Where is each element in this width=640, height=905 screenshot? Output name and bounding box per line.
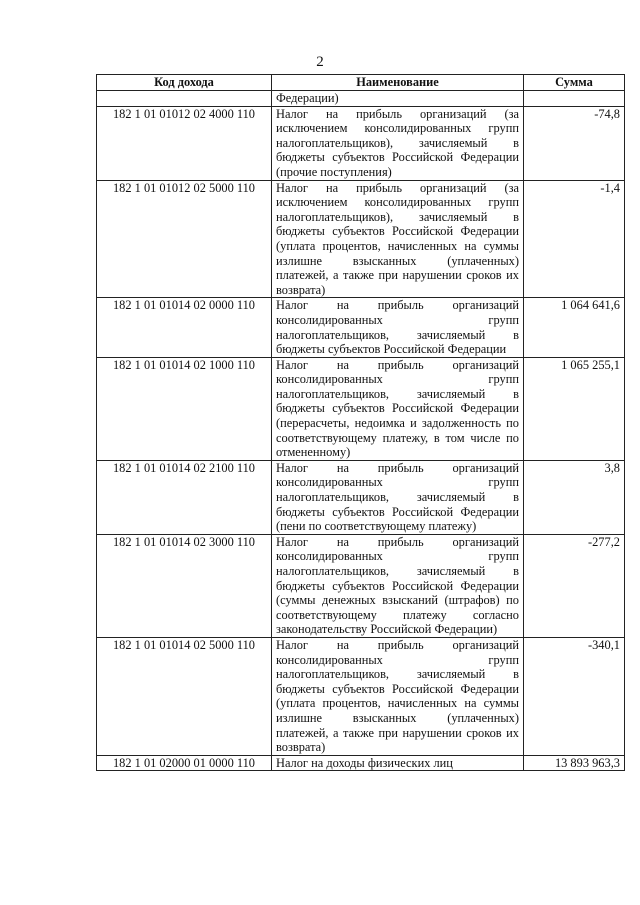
header-code: Код дохода [97,75,272,91]
cell-sum: -340,1 [524,637,625,755]
cell-code: 182 1 01 01012 02 5000 110 [97,180,272,298]
page-number: 2 [316,54,324,70]
cell-sum [524,91,625,107]
cell-name: Федерации) [272,91,524,107]
table-row [97,460,625,534]
table-row [97,180,625,298]
cell-name: Налог на прибыль организаций консолидированных групп налогоплательщиков, зачисляемый в бюджеты субъектов Российской Федерации (уплата процентов, начисленных на суммы излишне взысканных (уплаченных) платежей, а также при нарушении сроков их возврата) [272,637,524,755]
table-row [97,755,625,771]
table-row [97,298,625,357]
cell-code: 182 1 01 01014 02 3000 110 [97,534,272,637]
cell-name: Налог на прибыль организаций (за исключением консолидированных групп налогоплательщиков), зачисляемый в бюджеты субъектов Российской Федерации (прочие поступления) [272,106,524,180]
header-sum: Сумма [524,75,625,91]
cell-name: Налог на прибыль организаций консолидированных групп налогоплательщиков, зачисляемый в бюджеты субъектов Российской Федерации (перерасчеты, недоимка и задолженность по соответствующему платежу, в том числе по отмененному) [272,357,524,460]
cell-code: 182 1 01 02000 01 0000 110 [97,755,272,771]
cell-code [97,91,272,107]
cell-name: Налог на прибыль организаций консолидированных групп налогоплательщиков, зачисляемый в бюджеты субъектов Российской Федерации [272,298,524,357]
cell-code: 182 1 01 01014 02 5000 110 [97,637,272,755]
header-row [97,75,625,91]
cell-sum: -1,4 [524,180,625,298]
cell-code: 182 1 01 01014 02 2100 110 [97,460,272,534]
table-row [97,357,625,460]
cell-sum: -74,8 [524,106,625,180]
table-row [97,91,625,107]
cell-code: 182 1 01 01014 02 1000 110 [97,357,272,460]
cell-sum: 1 064 641,6 [524,298,625,357]
header-name: Наименование [272,75,524,91]
table-row [97,106,625,180]
cell-sum: -277,2 [524,534,625,637]
table-body [97,91,625,771]
cell-name: Налог на прибыль организаций консолидированных групп налогоплательщиков, зачисляемый в бюджеты субъектов Российской Федерации (пени по соответствующему платежу) [272,460,524,534]
table-row [97,637,625,755]
cell-sum: 13 893 963,3 [524,755,625,771]
cell-sum: 1 065 255,1 [524,357,625,460]
cell-name: Налог на прибыль организаций консолидированных групп налогоплательщиков, зачисляемый в бюджеты субъектов Российской Федерации (суммы денежных взысканий (штрафов) по соответствующему платежу согласно законодательству Российской Федерации) [272,534,524,637]
cell-name: Налог на прибыль организаций (за исключением консолидированных групп налогоплательщиков), зачисляемый в бюджеты субъектов Российской Федерации (уплата процентов, начисленных на суммы излишне взысканных (уплаченных) платежей, а также при нарушении сроков их возврата) [272,180,524,298]
cell-code: 182 1 01 01012 02 4000 110 [97,106,272,180]
cell-sum: 3,8 [524,460,625,534]
table-header [97,75,625,91]
table-row [97,534,625,637]
cell-name: Налог на доходы физических лиц [272,755,524,771]
revenue-table [96,74,625,771]
cell-code: 182 1 01 01014 02 0000 110 [97,298,272,357]
